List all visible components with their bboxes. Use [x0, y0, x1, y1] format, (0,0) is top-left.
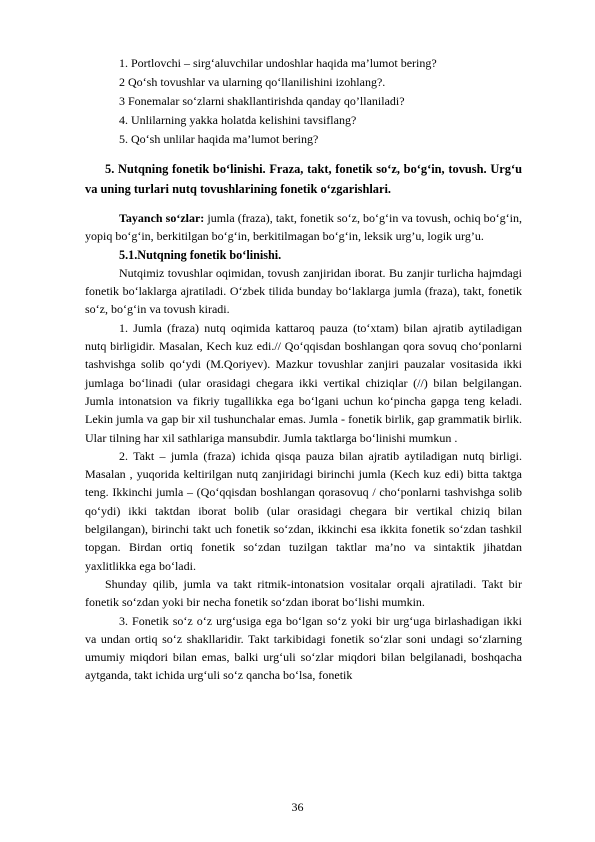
paragraph-summary: Shunday qilib, jumla va takt ritmik-intonatsion vositalar orqali ajratiladi. Takt bir fonetik so‘zdan yoki bir necha fonetik so‘zdan iborat bo‘lishi mumkin.	[85, 576, 522, 610]
paragraph-intro: Nutqimiz tovushlar oqimidan, tovush zanjiridan iborat. Bu zanjir turlicha hajmdagi fonetik bo‘laklarga ajratiladi. O‘zbek tilida bunday bo‘laklarga jumla (fraza), takt, fonetik so‘z, bo‘g‘in va tovush kiradi.	[85, 265, 522, 317]
subsection-heading: 5.1.Nutqning fonetik bo‘linishi.	[119, 247, 282, 262]
paragraph-fonetik-soz: 3. Fonetik so‘z o‘z urg‘usiga ega bo‘lgan so‘z yoki bir urg‘uga birlashadigan ikki va undan ortiq so‘z shakllaridir. Takt tarkibidagi fonetik so‘zlar soni undagi so‘zlarning umumiy miqdori bilan emas, balki urg‘uli so‘zlar miqdori bilan belgilanadi, boshqacha aytganda, takt ichida urg‘uli so‘z qancha bo‘lsa, fonetik	[85, 613, 522, 683]
section-heading: 5. Nutqning fonetik bo‘linishi. Fraza, takt, fonetik so‘z, bo‘g‘in, tovush. Urg‘u va uning turlari nutq tovushlarining fonetik o‘zgarishlari.	[85, 162, 522, 196]
question-4: 4. Unlilarning yakka holatda kelishini tavsiflang?	[119, 113, 357, 127]
question-2: 2 Qo‘sh tovushlar va ularning qo‘llanilishini izohlang?.	[119, 75, 386, 89]
keywords-label: Tayanch so‘zlar:	[119, 211, 205, 225]
page-number: 36	[291, 800, 304, 814]
keywords-text: jumla (fraza), takt, fonetik so‘z, bo‘g‘in va tovush, ochiq bo‘g‘in, yopiq bo‘g‘in, berkitilgan bo‘g‘in, berkitilmagan bo‘g‘in, leksik urg’u, logik urg’u.	[85, 211, 522, 244]
keywords-paragraph	[85, 209, 522, 246]
paragraph-jumla: 1. Jumla (fraza) nutq oqimida kattaroq pauza (to‘xtam) bilan ajratib aytiladigan nutq birligidir. Masalan, Kech kuz edi.// Qo‘qqisdan boshlangan qora sovuq cho‘ponlarni tashvishga solib qo‘ydi (M.Qoriyev). Mazkur tovushlar zanjiri pauzalar vositasida ikki jumlaga bo‘linadi (ular orasidagi chegara ikki vertikal chiziqlar (//) bilan belgilangan. Jumla intonatsion va fikriy tugallikka ega bo‘lgani uchun ko‘pincha gapga teng keladi. Lekin jumla va gap bir xil tushunchalar emas. Jumla - fonetik birlik, gap grammatik birlik. Ular tilning har xil sathlariga mansubdir. Jumla taktlarga bo‘linishi mumkun .	[85, 320, 522, 445]
paragraph-takt: 2. Takt – jumla (fraza) ichida qisqa pauza bilan ajratib aytiladigan nutq birligi. Masalan , yuqorida keltirilgan nutq zanjiridagi birinchi jumla (Kech kuz edi) bitta taktga teng. Ikkinchi jumla – (Qo‘qqisdan boshlangan qorasovuq / cho‘ponlarni tashvishga solib qo‘ydi) ikki taktdan iborat bolib (ular orasidagi chegara bir vertikal chiziq bilan belgilangan), birinchi takt uch fonetik so‘zdan, ikkinchi esa ikkita fonetik so‘zdan tashkil topgan. Birdan ortiq fonetik so‘zdan tuzilgan taktlar ma’no va sintaktik jihatdan yaxlitlikka ega bo‘ladi.	[85, 448, 522, 573]
question-5: 5. Qo‘sh unlilar haqida ma’lumot bering?	[119, 132, 319, 146]
question-1: 1. Portlovchi – sirg‘aluvchilar undoshlar haqida ma’lumot bering?	[119, 56, 437, 70]
question-3: 3 Fonemalar so‘zlarni shakllantirishda qanday qo’llaniladi?	[119, 94, 405, 108]
document-page	[85, 54, 522, 685]
